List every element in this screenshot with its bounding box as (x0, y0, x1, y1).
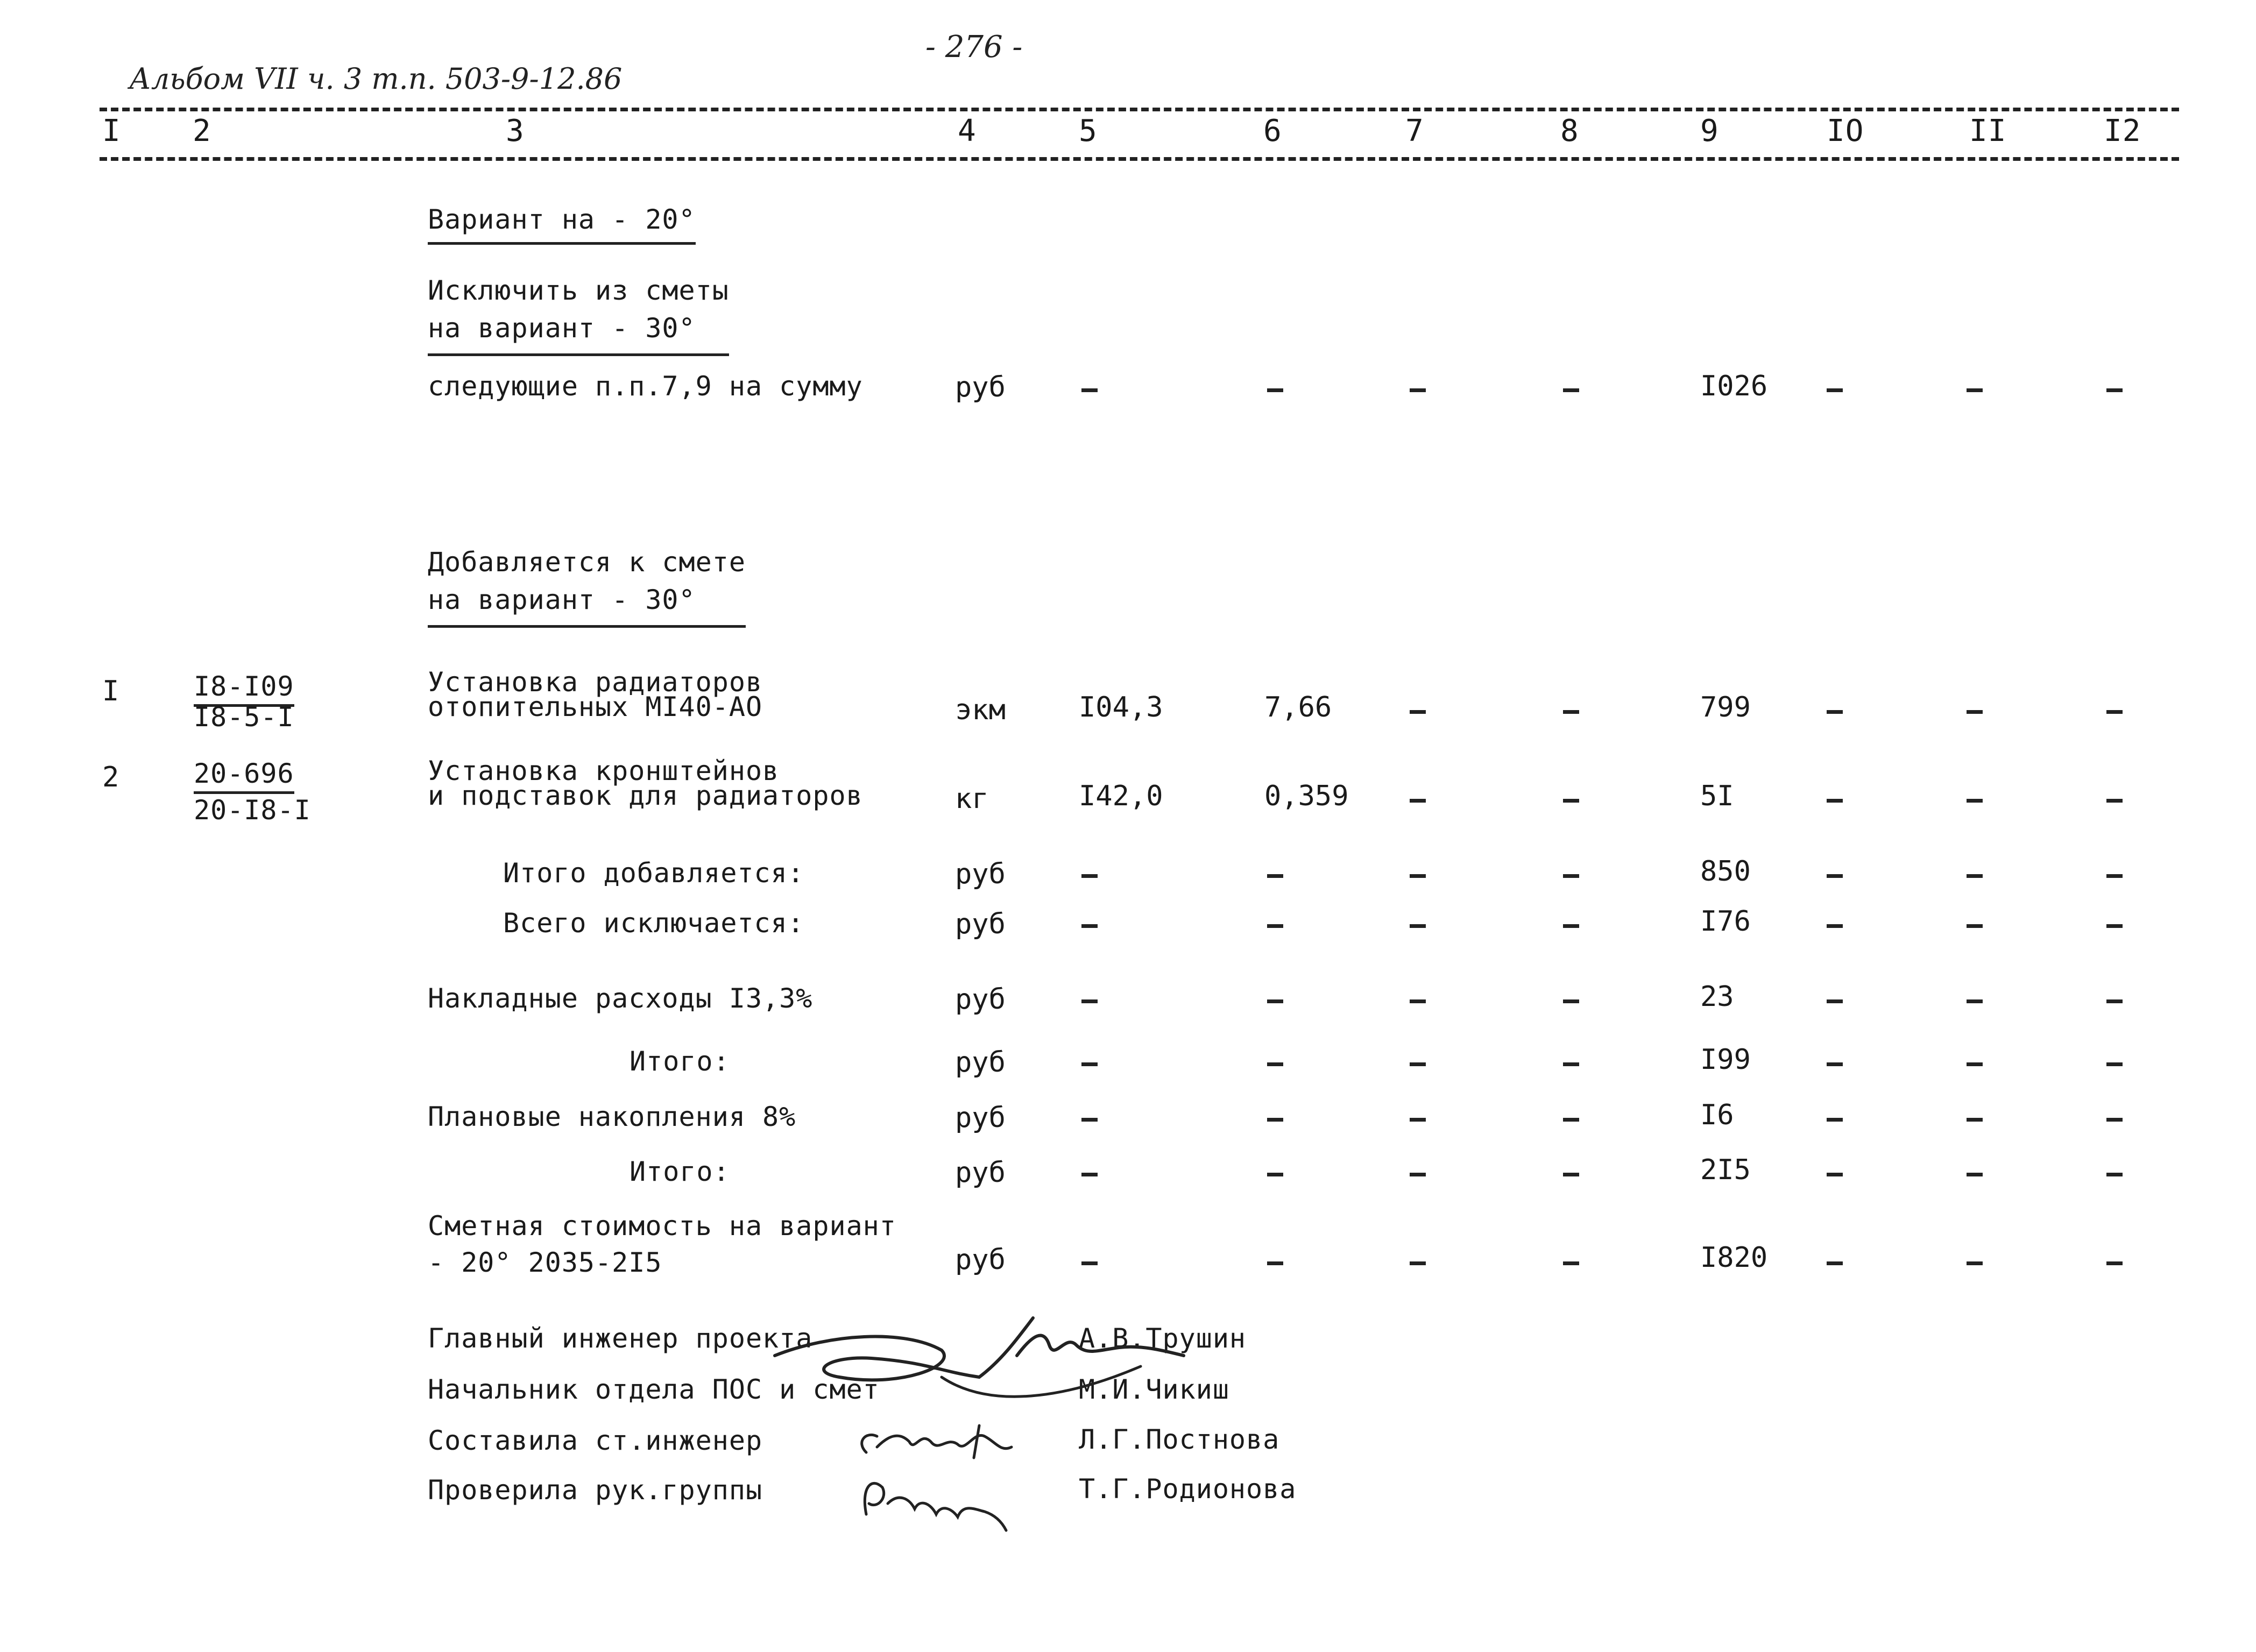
summary-unit: руб (955, 1157, 1006, 1189)
col-header-4: 4 (958, 114, 977, 148)
signature-scribble-compiler (845, 1415, 1022, 1474)
item-2-col9: 5I (1700, 780, 1734, 812)
summary-dash (1967, 924, 1983, 928)
summary-dash (1563, 1118, 1579, 1122)
estimate-dash (1081, 1261, 1098, 1265)
item-2-desc-line-1: Установка кронштейнов (428, 755, 780, 786)
item-1-col12-dash (2106, 710, 2123, 714)
exclude-row-col11-dash (1967, 388, 1983, 392)
summary-dash (1410, 874, 1426, 878)
summary-dash (1081, 924, 1098, 928)
exclude-row-col8-dash (1563, 388, 1579, 392)
summary-label: Плановые накопления 8% (428, 1101, 796, 1132)
item-2-code-bottom: 20-I8-I (194, 795, 311, 826)
exclude-row-unit: руб (955, 371, 1006, 403)
item-2-col12-dash (2106, 799, 2123, 803)
signature-name-3: Л.Г.Постнова (1079, 1424, 1280, 1455)
summary-label: Итого: (630, 1046, 730, 1077)
summary-dash (1267, 924, 1283, 928)
estimate-label (428, 1208, 896, 1281)
summary-label: Накладные расходы I3,3% (428, 983, 813, 1014)
summary-dash (1081, 874, 1098, 878)
col-header-7: 7 (1405, 114, 1424, 148)
col-header-2: 2 (193, 114, 211, 148)
signature-name-2: М.И.Чикиш (1079, 1374, 1229, 1405)
item-1-col5: I04,3 (1079, 691, 1163, 724)
summary-dash (1410, 1173, 1426, 1176)
estimate-label-line-1: Сметная стоимость на вариант (428, 1210, 896, 1242)
summary-unit: руб (955, 983, 1006, 1016)
item-1-code-top (194, 671, 294, 703)
add-heading (428, 543, 746, 628)
page-number: - 276 - (925, 30, 1023, 65)
signature-role-2: Начальник отдела ПОС и смет (428, 1374, 880, 1405)
item-1-col9: 799 (1700, 691, 1751, 724)
summary-dash (1827, 1173, 1843, 1176)
summary-dash (1967, 1118, 1983, 1122)
estimate-label-line-2: - 20° 2035-2I5 (428, 1247, 662, 1278)
item-2-desc-line-2: и подставок для радиаторов (428, 780, 863, 811)
signature-scribble-chief-engineer (764, 1296, 1194, 1420)
summary-dash (1827, 924, 1843, 928)
item-1-desc-line-2: отопительных МI40-АО (428, 691, 763, 722)
item-2-unit: кг (955, 783, 989, 815)
item-2-code-top (194, 758, 294, 790)
summary-dash (1410, 1062, 1426, 1066)
summary-dash (1267, 1173, 1283, 1176)
summary-dash (1563, 1173, 1579, 1176)
exclude-row-col7-dash (1410, 388, 1426, 392)
item-1-desc-line-1: Установка радиаторов (428, 667, 763, 698)
col-header-6: 6 (1263, 114, 1282, 148)
item-2-col7-dash (1410, 799, 1426, 803)
summary-col9: 23 (1700, 981, 1734, 1013)
exclude-heading-line-2: на вариант - 30° (428, 313, 696, 344)
summary-dash (2106, 999, 2123, 1003)
summary-label: Итого добавляется: (503, 857, 804, 889)
item-2-col8-dash (1563, 799, 1579, 803)
header-bottom-rule (100, 157, 2179, 161)
summary-dash (1081, 999, 1098, 1003)
item-1-col8-dash (1563, 710, 1579, 714)
summary-dash (1563, 1062, 1579, 1066)
item-1-description (428, 667, 763, 722)
signature-name-4: Т.Г.Родионова (1079, 1473, 1297, 1505)
item-1-code-top-text: I8-I09 (194, 671, 294, 707)
summary-dash (1410, 924, 1426, 928)
item-2-description (428, 755, 863, 811)
exclude-row-col12-dash (2106, 388, 2123, 392)
summary-unit: руб (955, 1046, 1006, 1079)
summary-label: Итого: (630, 1156, 730, 1187)
summary-dash (1827, 999, 1843, 1003)
summary-dash (2106, 1173, 2123, 1176)
item-1-code-bottom: I8-5-I (194, 701, 294, 733)
exclude-row-text: следующие п.п.7,9 на сумму (428, 371, 863, 402)
exclude-row-col9: I026 (1700, 370, 1768, 402)
summary-dash (1081, 1062, 1098, 1066)
signature-role-4: Проверила рук.группы (428, 1474, 763, 1506)
summary-dash (1827, 1118, 1843, 1122)
item-2-code-top-text: 20-696 (194, 758, 294, 794)
summary-dash (1827, 1062, 1843, 1066)
summary-dash (1563, 924, 1579, 928)
item-2-col10-dash (1827, 799, 1843, 803)
summary-unit: руб (955, 1102, 1006, 1134)
col-header-10: IO (1827, 114, 1864, 148)
estimate-dash (1967, 1261, 1983, 1265)
item-1-col10-dash (1827, 710, 1843, 714)
item-2-col6: 0,359 (1264, 780, 1349, 812)
summary-col9: I99 (1700, 1044, 1751, 1076)
summary-dash (2106, 924, 2123, 928)
add-heading-line-1: Добавляется к смете (428, 547, 746, 578)
exclude-heading (428, 272, 729, 356)
item-2-col5: I42,0 (1079, 780, 1163, 812)
col-header-5: 5 (1079, 114, 1098, 148)
estimate-dash (1267, 1261, 1283, 1265)
variant-title (428, 204, 696, 245)
summary-dash (1081, 1118, 1098, 1122)
signature-role-3: Составила ст.инженер (428, 1425, 763, 1456)
exclude-heading-line-1: Исключить из сметы (428, 275, 729, 306)
item-2-col11-dash (1967, 799, 1983, 803)
estimate-dash (1410, 1261, 1426, 1265)
summary-col9: 850 (1700, 855, 1751, 888)
item-1-unit: экм (955, 694, 1006, 726)
summary-col9: I76 (1700, 905, 1751, 938)
signature-role-1: Главный инженер проекта (428, 1323, 813, 1354)
summary-dash (1563, 874, 1579, 878)
col-header-11: II (1969, 114, 2007, 148)
summary-dash (1827, 874, 1843, 878)
summary-dash (1267, 999, 1283, 1003)
summary-dash (2106, 1118, 2123, 1122)
estimate-col9: I820 (1700, 1242, 1768, 1274)
add-heading-line-2: на вариант - 30° (428, 584, 696, 615)
exclude-row-col6-dash (1267, 388, 1283, 392)
col-header-3: 3 (506, 114, 525, 148)
estimate-dash (2106, 1261, 2123, 1265)
summary-dash (1967, 1173, 1983, 1176)
signature-name-1: А.В.Трушин (1079, 1323, 1247, 1354)
item-1-col7-dash (1410, 710, 1426, 714)
estimate-dash (1563, 1261, 1579, 1265)
summary-dash (2106, 874, 2123, 878)
summary-dash (1563, 999, 1579, 1003)
item-1-col11-dash (1967, 710, 1983, 714)
exclude-row-col10-dash (1827, 388, 1843, 392)
summary-dash (1267, 1062, 1283, 1066)
summary-dash (1267, 1118, 1283, 1122)
summary-col9: 2I5 (1700, 1154, 1751, 1186)
summary-dash (1410, 1118, 1426, 1122)
variant-title-text: Вариант на - 20° (428, 204, 696, 235)
col-header-1: I (102, 114, 121, 148)
summary-col9: I6 (1700, 1099, 1734, 1131)
col-header-12: I2 (2104, 114, 2141, 148)
summary-dash (1267, 874, 1283, 878)
summary-dash (1081, 1173, 1098, 1176)
summary-unit: руб (955, 858, 1006, 890)
album-reference: Альбом VII ч. 3 т.п. 503-9-12.86 (129, 62, 623, 96)
summary-dash (1967, 874, 1983, 878)
summary-dash (1967, 1062, 1983, 1066)
header-top-rule (100, 108, 2179, 111)
summary-dash (1967, 999, 1983, 1003)
col-header-9: 9 (1700, 114, 1719, 148)
estimate-unit: руб (955, 1244, 1006, 1276)
signature-scribble-checker (855, 1466, 1017, 1541)
summary-dash (2106, 1062, 2123, 1066)
summary-unit: руб (955, 908, 1006, 940)
item-1-number: I (102, 675, 119, 707)
summary-dash (1410, 999, 1426, 1003)
item-1-col6: 7,66 (1264, 691, 1332, 724)
exclude-row-col5-dash (1081, 388, 1098, 392)
col-header-8: 8 (1560, 114, 1579, 148)
item-2-number: 2 (102, 761, 119, 793)
estimate-dash (1827, 1261, 1843, 1265)
summary-label: Всего исключается: (503, 907, 804, 939)
